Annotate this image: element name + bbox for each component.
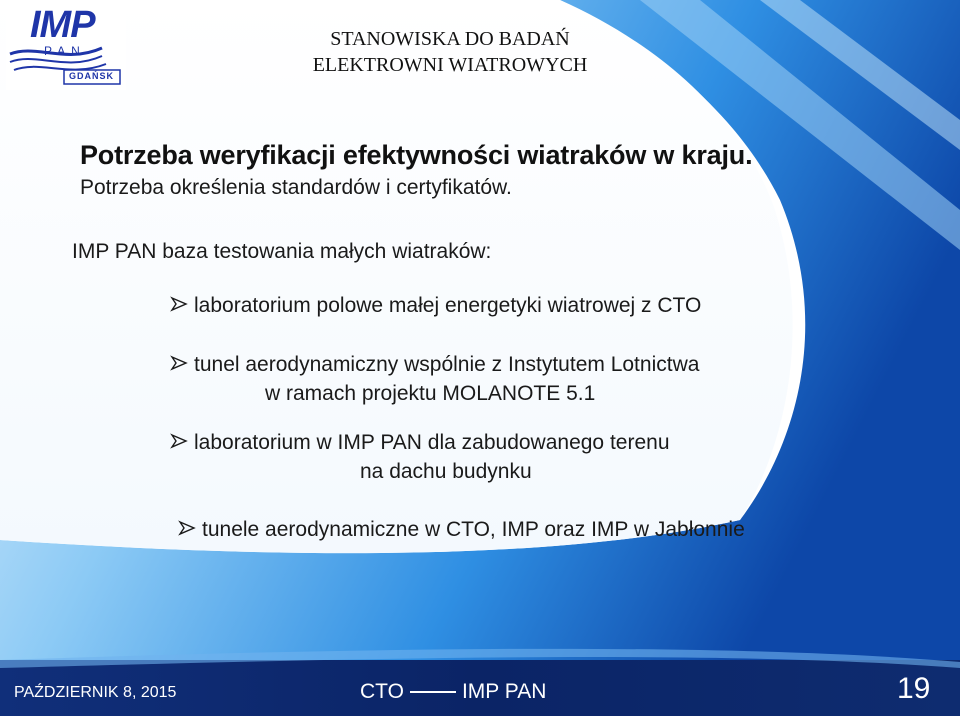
footer-date: PAŹDZIERNIK 8, 2015: [14, 684, 177, 701]
logo-text-city: GDAŃSK: [69, 71, 115, 81]
slide-header-title: [250, 26, 650, 78]
header-title-line-1: STANOWISKA DO BADAŃ: [330, 28, 570, 50]
bullet-item: [170, 428, 670, 486]
logo-text-main: IMP: [30, 4, 95, 46]
footer-org-left: CTO: [360, 680, 404, 703]
bullet-text: tunel aerodynamiczny wspólnie z Instytutem Lotnictwa: [194, 353, 700, 376]
page-number: 19: [897, 672, 931, 705]
bullet-text: laboratorium polowe małej energetyki wiatrowej z CTO: [194, 294, 702, 317]
footer-organizations: [360, 680, 546, 704]
intro-text: IMP PAN baza testowania małych wiatraków:: [72, 240, 492, 263]
bullet-text-continued: na dachu budynku: [360, 460, 532, 483]
headline-bold: Potrzeba weryfikacji efektywności wiatraków w kraju.: [80, 140, 753, 170]
bullet-item: [170, 291, 701, 320]
bullet-item: [178, 515, 745, 544]
footer-org-right: IMP PAN: [461, 680, 547, 703]
logo-text-sub: PAN: [44, 44, 86, 58]
footer-separator-line: [410, 691, 456, 693]
imp-pan-logo: [6, 4, 126, 90]
bullet-text: laboratorium w IMP PAN dla zabudowanego terenu: [194, 431, 670, 454]
bullet-item: [170, 350, 699, 408]
arrow-bullet-icon: [170, 350, 194, 379]
headline-sub: Potrzeba określenia standardów i certyfikatów.: [80, 176, 512, 199]
bullet-text: tunele aerodynamiczne w CTO, IMP oraz IMP w Jabłonnie: [202, 518, 745, 541]
bullet-text-continued: w ramach projektu MOLANOTE 5.1: [265, 382, 596, 405]
header-title-line-2: ELEKTROWNI WIATROWYCH: [312, 54, 588, 76]
arrow-bullet-icon: [170, 291, 194, 320]
arrow-bullet-icon: [178, 515, 202, 544]
arrow-bullet-icon: [170, 428, 194, 457]
